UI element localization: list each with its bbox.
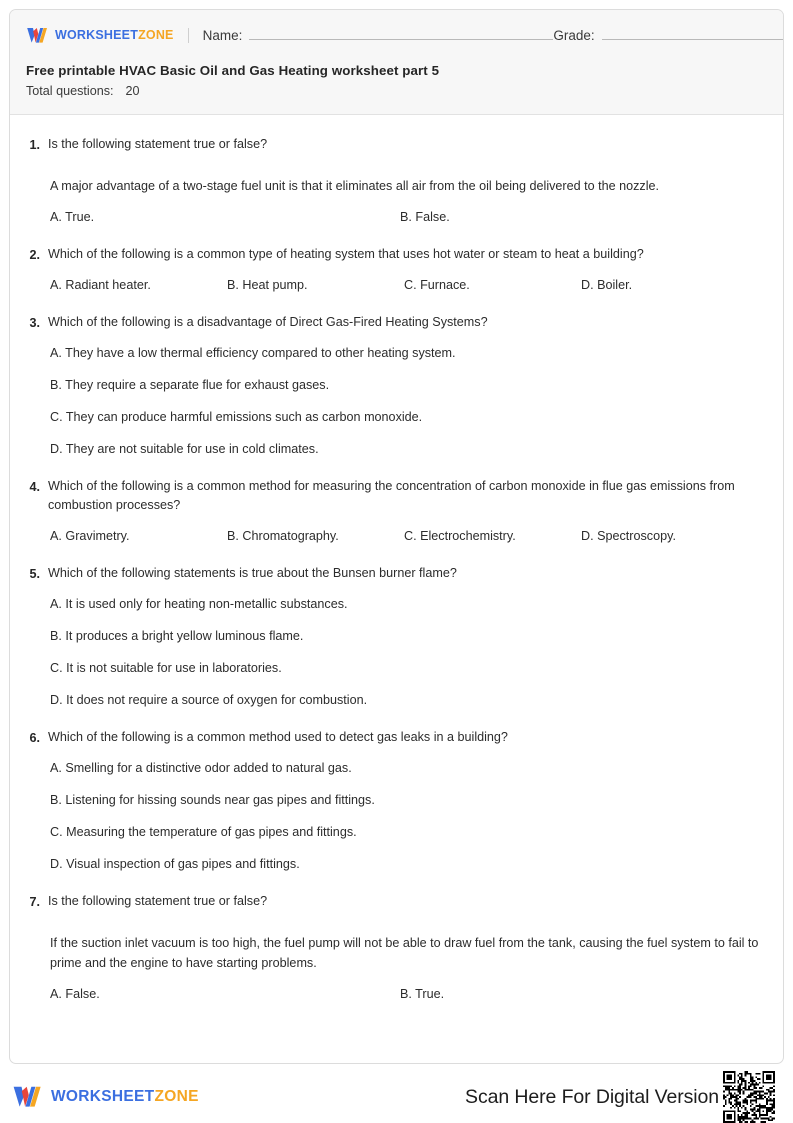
answer-option[interactable]: A. Radiant heater. — [50, 278, 151, 292]
answer-options — [48, 985, 767, 1003]
scan-here-text: Scan Here For Digital Version — [465, 1085, 719, 1108]
question-prompt: Is the following statement true or false? — [48, 894, 268, 908]
question-prompt: Which of the following is a common method for measuring the concentration of carbon monoxide in flue gas emissions from combustion processes? — [48, 479, 735, 512]
question-prompt: Is the following statement true or false? — [48, 137, 268, 151]
header-top-row — [26, 24, 767, 46]
answer-option[interactable]: C. It is not suitable for use in laboratories. — [50, 661, 282, 675]
worksheet-sheet — [9, 9, 784, 1064]
question-statement: If the suction inlet vacuum is too high, the fuel pump will not be able to draw fuel from the tank, causing the fuel system to fail to prime and the engine to have starting problems. — [50, 936, 759, 970]
question-content — [48, 313, 767, 458]
total-questions-value: 20 — [125, 84, 140, 98]
question-content — [48, 728, 767, 873]
question-item — [26, 564, 767, 709]
answer-option[interactable]: B. True. — [400, 987, 445, 1001]
total-questions-row — [26, 84, 767, 98]
answer-option[interactable]: C. Measuring the temperature of gas pipes and fittings. — [50, 825, 357, 839]
question-number: 7. — [29, 895, 40, 909]
question-item — [26, 135, 767, 226]
question-item — [26, 245, 767, 294]
answer-options — [48, 344, 767, 458]
name-label: Name: — [202, 28, 243, 43]
answer-options — [48, 759, 767, 873]
question-number: 4. — [29, 480, 40, 494]
header-brand-text — [55, 28, 174, 42]
question-item — [26, 892, 767, 1003]
brand-word-zone: ZONE — [138, 28, 174, 42]
answer-option[interactable]: B. Heat pump. — [227, 278, 308, 292]
question-item — [26, 728, 767, 873]
question-content — [48, 245, 767, 294]
header-divider — [188, 28, 189, 43]
brand-word-zone: ZONE — [154, 1088, 199, 1105]
worksheet-zone-mark-icon — [12, 1085, 42, 1109]
footer-brand-logo — [12, 1085, 199, 1109]
answer-option[interactable]: D. Visual inspection of gas pipes and fittings. — [50, 857, 300, 871]
answer-option[interactable]: B. Listening for hissing sounds near gas pipes and fittings. — [50, 793, 375, 807]
answer-option[interactable]: A. True. — [50, 210, 95, 224]
question-number: 2. — [29, 248, 40, 262]
answer-option[interactable]: A. False. — [50, 987, 100, 1001]
answer-option[interactable]: B. It produces a bright yellow luminous flame. — [50, 629, 304, 643]
question-number: 5. — [29, 567, 40, 581]
answer-option[interactable]: B. Chromatography. — [227, 529, 339, 543]
qr-code-icon[interactable] — [723, 1071, 775, 1123]
worksheet-zone-mark-icon — [26, 27, 48, 44]
name-field[interactable] — [203, 27, 554, 43]
question-content — [48, 135, 767, 226]
question-prompt: Which of the following is a common method used to detect gas leaks in a building? — [48, 730, 508, 744]
question-content — [48, 892, 767, 1003]
answer-options — [48, 208, 767, 226]
answer-option[interactable]: B. False. — [400, 210, 450, 224]
header-brand-logo — [26, 27, 174, 44]
answer-option[interactable]: D. It does not require a source of oxygen for combustion. — [50, 693, 368, 707]
question-number: 6. — [29, 731, 40, 745]
brand-word-worksheet: WORKSHEET — [51, 1088, 155, 1105]
question-prompt: Which of the following statements is true about the Bunsen burner flame? — [48, 566, 457, 580]
grade-field[interactable] — [553, 27, 784, 43]
answer-option[interactable]: C. They can produce harmful emissions such as carbon monoxide. — [50, 410, 423, 424]
questions-list — [10, 115, 783, 1063]
brand-word-worksheet: WORKSHEET — [55, 28, 139, 42]
answer-option[interactable]: D. Spectroscopy. — [581, 529, 676, 543]
question-statement: A major advantage of a two-stage fuel unit is that it eliminates all air from the oil being delivered to the nozzle. — [50, 179, 660, 193]
answer-options — [48, 527, 767, 545]
worksheet-title: Free printable HVAC Basic Oil and Gas Heating worksheet part 5 — [26, 63, 440, 78]
answer-option[interactable]: A. Gravimetry. — [50, 529, 130, 543]
total-questions-label: Total questions: — [26, 84, 114, 98]
answer-option[interactable]: A. They have a low thermal efficiency compared to other heating system. — [50, 346, 456, 360]
scan-section — [465, 1071, 775, 1123]
answer-option[interactable]: A. It is used only for heating non-metallic substances. — [50, 597, 348, 611]
answer-option[interactable]: A. Smelling for a distinctive odor added to natural gas. — [50, 761, 352, 775]
question-content — [48, 477, 767, 545]
name-input-line[interactable] — [249, 27, 553, 40]
worksheet-footer — [9, 1073, 784, 1121]
worksheet-header — [10, 10, 783, 115]
answer-options — [48, 276, 767, 294]
answer-option[interactable]: D. Boiler. — [581, 278, 633, 292]
answer-option[interactable]: C. Electrochemistry. — [404, 529, 516, 543]
question-number: 1. — [29, 138, 40, 152]
question-number: 3. — [29, 316, 40, 330]
question-prompt: Which of the following is a common type of heating system that uses hot water or steam to heat a building? — [48, 247, 644, 261]
answer-option[interactable]: B. They require a separate flue for exhaust gases. — [50, 378, 330, 392]
question-prompt: Which of the following is a disadvantage of Direct Gas-Fired Heating Systems? — [48, 315, 488, 329]
answer-options — [48, 595, 767, 709]
footer-brand-text — [51, 1088, 199, 1106]
grade-label: Grade: — [553, 28, 595, 43]
question-content — [48, 564, 767, 709]
grade-input-line[interactable] — [602, 27, 784, 40]
question-item — [26, 477, 767, 545]
question-item — [26, 313, 767, 458]
answer-option[interactable]: D. They are not suitable for use in cold climates. — [50, 442, 319, 456]
answer-option[interactable]: C. Furnace. — [404, 278, 470, 292]
